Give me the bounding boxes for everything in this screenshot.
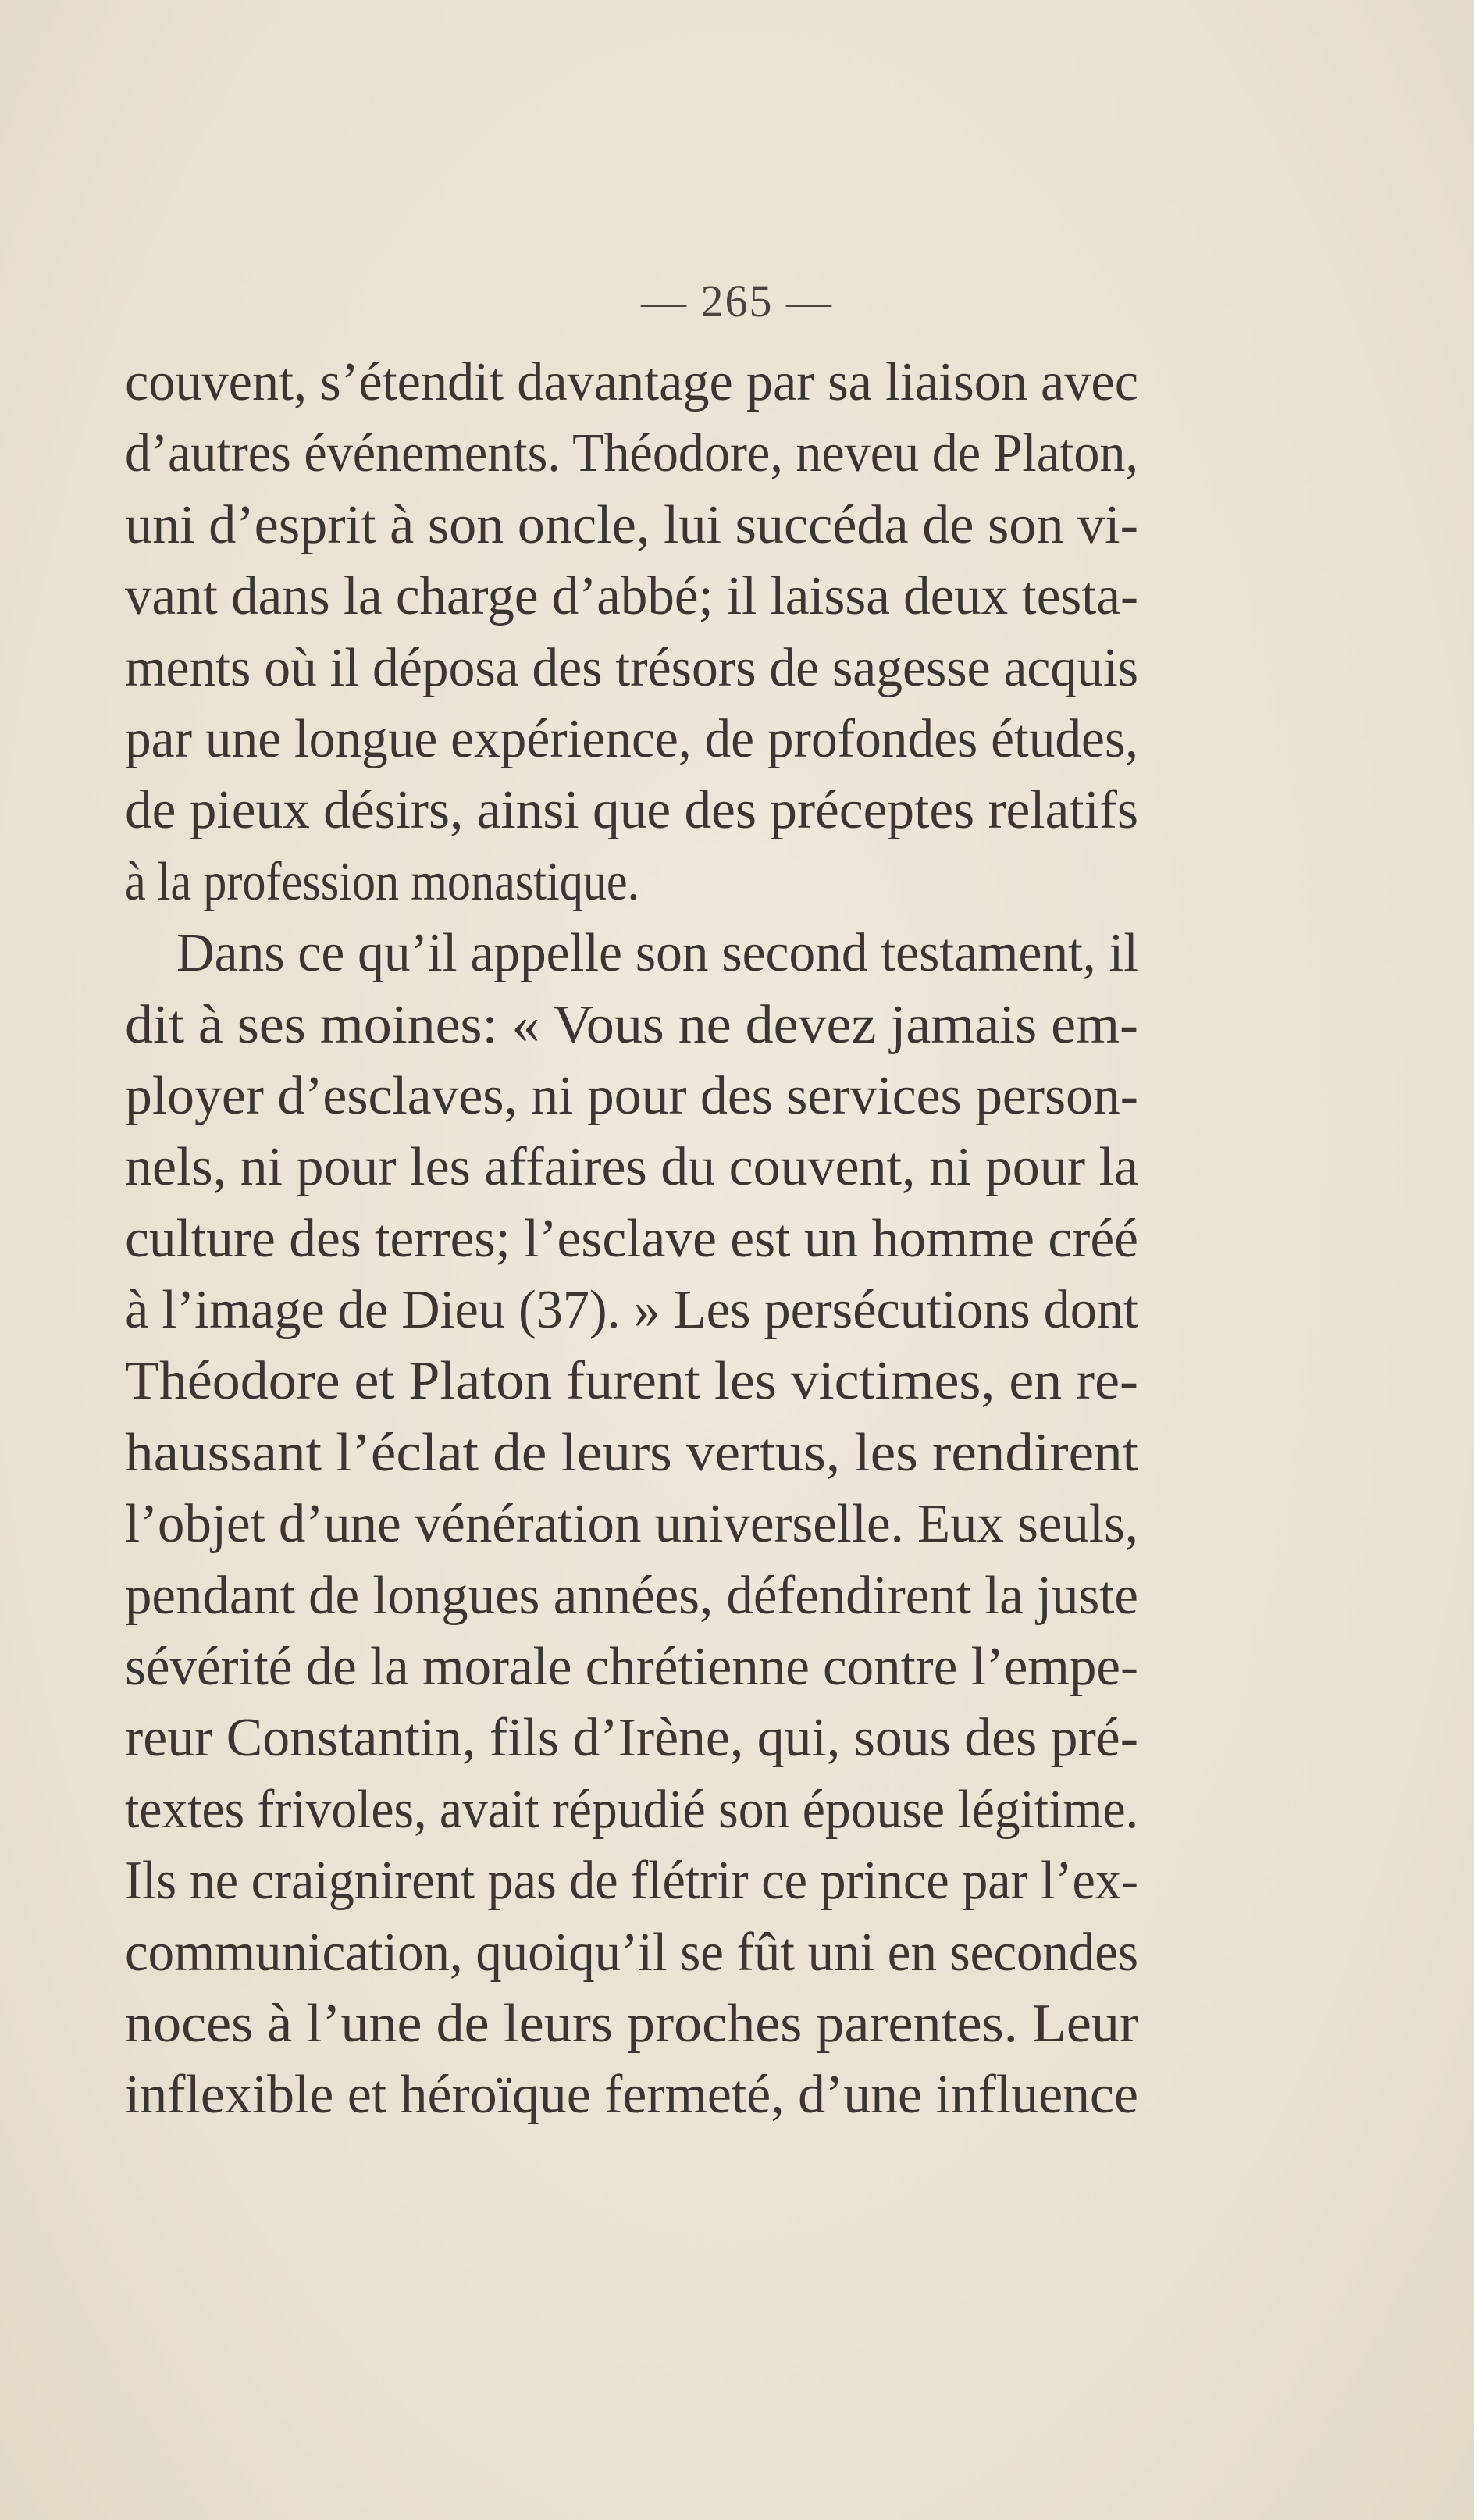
text-line: vant dans la charge d’abbé; il laissa deux testa- xyxy=(125,566,1138,627)
text-line: communication, quoiqu’il se fût uni en secondes xyxy=(125,1922,1138,1983)
paragraph-start-line: Dans ce qu’il appelle son second testament, il xyxy=(176,923,1138,984)
text-line: à la profession monastique. xyxy=(125,851,639,912)
text-line: ployer d’esclaves, ni pour des services person- xyxy=(125,1065,1138,1126)
text-line: Théodore et Platon furent les victimes, en re- xyxy=(125,1351,1139,1412)
page-number: — 265 — xyxy=(641,276,833,326)
text-line: par une longue expérience, de profondes études, xyxy=(125,708,1138,769)
text-line: à l’image de Dieu (37). » Les persécutions dont xyxy=(125,1280,1138,1341)
text-line: Ils ne craignirent pas de flétrir ce prince par l’ex- xyxy=(125,1851,1138,1912)
text-line: sévérité de la morale chrétienne contre l’empe- xyxy=(125,1637,1138,1698)
text-line: noces à l’une de leurs proches parentes. Leur xyxy=(125,1993,1138,2054)
text-line: nels, ni pour les affaires du couvent, ni pour la xyxy=(125,1137,1138,1198)
text-line: reur Constantin, fils d’Irène, qui, sous des pré- xyxy=(125,1708,1138,1769)
text-line: l’objet d’une vénération universelle. Eux seuls, xyxy=(125,1494,1138,1555)
text-line: haussant l’éclat de leurs vertus, les rendirent xyxy=(125,1422,1138,1483)
text-line: couvent, s’étendit davantage par sa liaison avec xyxy=(125,352,1138,412)
text-line: textes frivoles, avait répudié son épouse légitime. xyxy=(125,1779,1138,1840)
text-line: culture des terres; l’esclave est un homme créé xyxy=(125,1208,1138,1269)
text-line: dit à ses moines: « Vous ne devez jamais em- xyxy=(125,994,1138,1055)
text-line: pendant de longues années, défendirent la juste xyxy=(125,1565,1138,1626)
text-line: d’autres événements. Théodore, neveu de Platon, xyxy=(125,423,1138,484)
text-line: uni d’esprit à son oncle, lui succéda de son vi- xyxy=(125,494,1138,555)
text-line: inflexible et héroïque fermeté, d’une influence xyxy=(125,2065,1138,2126)
text-line: de pieux désirs, ainsi que des préceptes relatifs xyxy=(125,780,1138,841)
text-line: ments où il déposa des trésors de sagesse acquis xyxy=(125,637,1138,698)
body-text xyxy=(125,347,1138,2131)
